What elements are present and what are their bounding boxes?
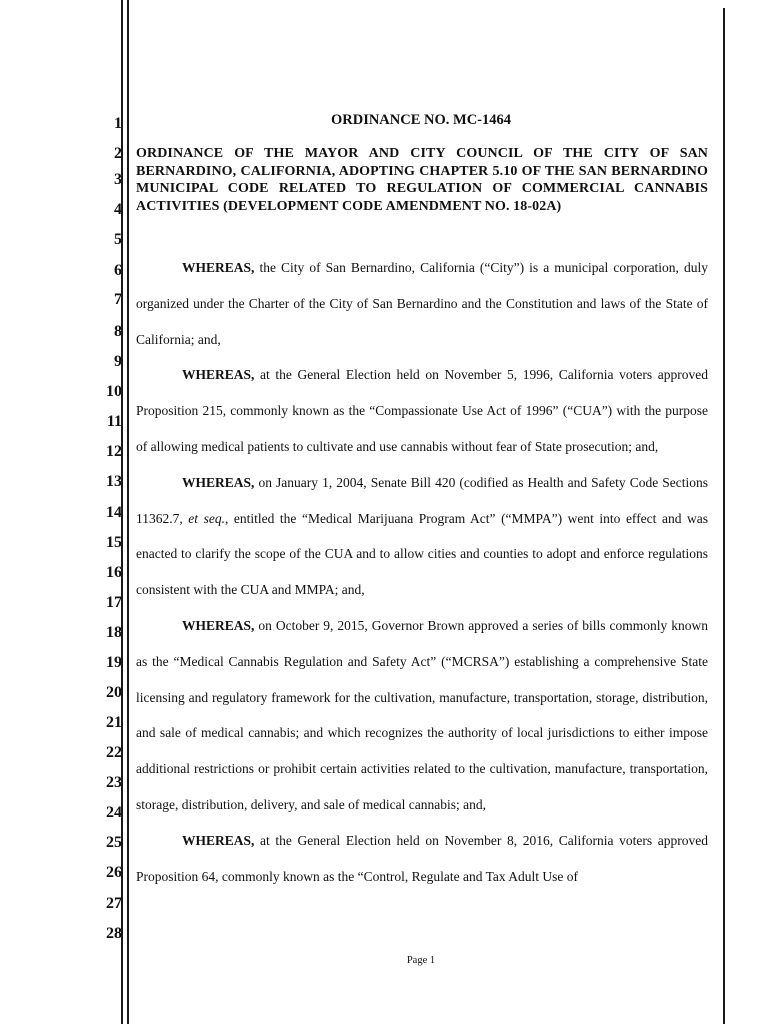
line-number: 9 (114, 353, 122, 370)
page-footer: Page 1 (406, 955, 436, 966)
paragraph-text: the City of San Bernardino, California (“City”) is a municipal corporation, duly organized under the Charter of the City of San Bernardino and the Constitution and laws of the State of California; and, (136, 260, 708, 347)
paragraph-text: on January 1, 2004, Senate Bill 420 (codified as Health and Safety Code Sections 11362.7, (136, 474, 708, 526)
paragraph-text: at the General Election held on November 5, 1996, California voters approved Proposition 215, commonly known as the “Compassionate Use Act of 1996” (“CUA”) with the purpose of allowing medical patients to cultivate and use cannabis without fear of State prosecution; and, (136, 367, 708, 454)
whereas-paragraph-3 (136, 465, 708, 608)
paragraph-text: , entitled the “Medical Marijuana Program Act” (“MMPA”) went into effect and was enacted to clarify the scope of the CUA and to allow cities and counties to adopt and enforce regulations consistent with the CUA and MMPA; and, (136, 510, 708, 598)
line-number: 12 (106, 443, 122, 460)
line-number: 1 (114, 115, 122, 132)
line-number: 24 (106, 804, 122, 821)
whereas-paragraph-5 (136, 823, 708, 895)
line-number: 16 (106, 564, 122, 581)
line-number: 11 (106, 413, 122, 430)
whereas-lead: WHEREAS, (182, 367, 255, 383)
line-number: 23 (106, 774, 122, 791)
line-number: 17 (106, 594, 122, 611)
whereas-lead: WHEREAS, (182, 260, 255, 275)
line-number: 25 (106, 834, 122, 851)
line-number: 22 (106, 744, 122, 761)
ordinance-title: ORDINANCE NO. MC-1464 (330, 112, 512, 128)
line-number: 10 (106, 383, 122, 400)
whereas-paragraph-1 (136, 250, 708, 357)
line-number: 2 (114, 145, 122, 162)
line-number: 21 (106, 714, 122, 731)
paragraph-text: on October 9, 2015, Governor Brown approved a series of bills commonly known as the “Medical Cannabis Regulation and Safety Act” (“MCRSA”) establishing a comprehensive State licensing and regulatory framework for the cultivation, manufacture, transportation, storage, distribution, and sale of medical cannabis; and which recognizes the authority of local jurisdictions to either impose additional restrictions or prohibit certain activities related to the cultivation, manufacture, transportation, storage, distribution, delivery, and sale of medical cannabis; and, (136, 617, 708, 812)
line-number: 7 (114, 291, 122, 308)
line-number: 14 (106, 504, 122, 521)
line-number: 15 (106, 534, 122, 551)
line-number: 27 (106, 895, 122, 912)
whereas-lead: WHEREAS, (182, 832, 255, 848)
line-number: 4 (114, 201, 122, 218)
line-number: 6 (114, 262, 122, 279)
line-number: 26 (106, 864, 122, 881)
paragraph-text: at the General Election held on November 8, 2016, California voters approved Proposition 64, commonly known as the “Control, Regulate and Tax Adult Use of (136, 832, 708, 884)
line-number: 5 (114, 231, 122, 248)
line-number: 20 (106, 684, 122, 701)
right-margin-rule (723, 8, 725, 1024)
paragraph-italic: et seq. (188, 510, 225, 526)
line-number: 3 (114, 171, 122, 188)
whereas-lead: WHEREAS, (182, 474, 255, 490)
whereas-lead: WHEREAS, (182, 617, 255, 633)
ordinance-heading: ORDINANCE OF THE MAYOR AND CITY COUNCIL OF THE CITY OF SAN BERNARDINO, CALIFORNIA, ADOPTING CHAPTER 5.10 OF THE SAN BERNARDINO MUNICIPAL CODE RELATED TO REGULATION OF COMMERCIAL CANNABIS ACTIVITIES (DEVELOPMENT CODE AMENDMENT NO. 18-02A) (136, 146, 708, 214)
line-number: 13 (106, 473, 122, 490)
ordinance-body (136, 250, 708, 894)
line-number: 18 (106, 624, 122, 641)
whereas-paragraph-2 (136, 357, 708, 464)
line-number: 19 (106, 654, 122, 671)
whereas-paragraph-4 (136, 608, 708, 823)
left-margin-rule-inner (127, 0, 129, 1024)
line-number: 8 (114, 323, 122, 340)
line-number: 28 (106, 925, 122, 942)
